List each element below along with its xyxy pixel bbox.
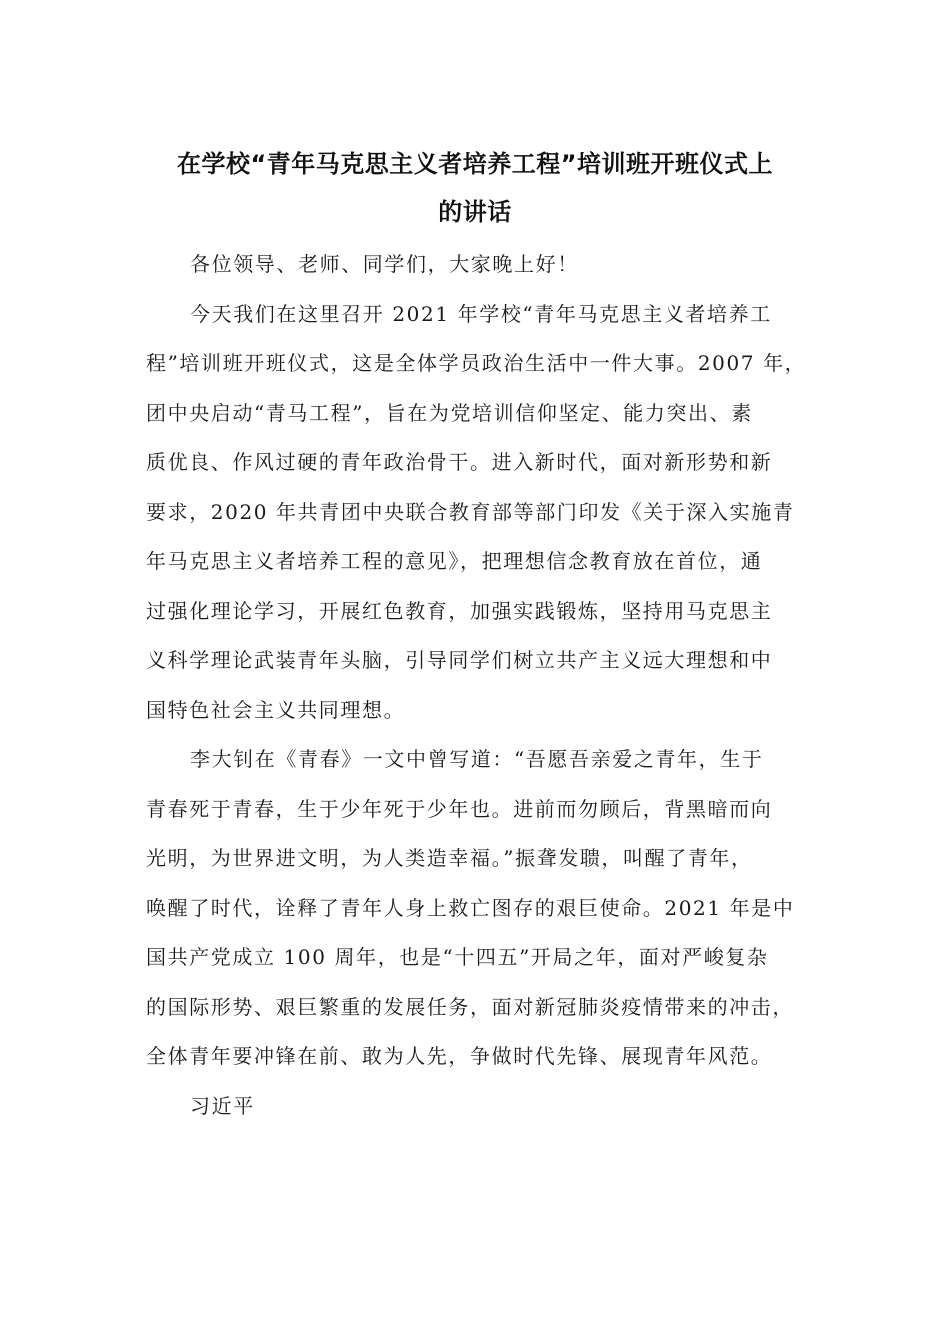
paragraph-1-line: 义科学理论武装青年头脑，引导同学们树立共产主义远大理想和中	[146, 648, 773, 672]
greeting: 各位领导、老师、同学们，大家晚上好！	[190, 252, 579, 276]
paragraph-1	[146, 290, 816, 736]
paragraph-2-line: 的国际形势、艰巨繁重的发展任务，面对新冠肺炎疫情带来的冲击，	[146, 994, 794, 1019]
paragraph-1-line: 年马克思主义者培养工程的意见》，把理想信念教育放在首位，通	[146, 549, 763, 573]
document-body	[146, 240, 816, 1131]
paragraph-1-line: 质优良、作风过硬的青年政治骨干。进入新时代，面对新形势和新	[146, 450, 773, 474]
paragraph-2-line: 光明，为世界进文明，为人类造幸福。”振聋发聩，叫醒了青年，	[146, 846, 753, 870]
paragraph-2-line: 青春死于青春，生于少年死于少年也。进前而勿顾后，背黑暗而向	[146, 796, 773, 821]
paragraph-1-line: 国特色社会主义共同理想。	[146, 697, 406, 722]
paragraph-1-line: 要求，2020 年共青团中央联合教育部等部门印发《关于深入实施青	[146, 499, 795, 524]
paragraph-2	[146, 735, 816, 1082]
paragraph-2-line: 唤醒了时代，诠释了青年人身上救亡图存的艰巨使命。2021 年是中	[146, 895, 795, 920]
document-title-line-1: 在学校“青年马克思主义者培养工程”培训班开班仪式上	[176, 150, 774, 178]
paragraph-1-line: 程”培训班开班仪式，这是全体学员政治生活中一件大事。2007 年，	[146, 351, 807, 375]
paragraph-2-line: 李大钊在《青春》一文中曾写道：“吾愿吾亲爱之青年，生于	[190, 747, 764, 771]
paragraph-1-line: 过强化理论学习，开展红色教育，加强实践锻炼，坚持用马克思主	[146, 598, 773, 623]
paragraph-1-line: 今天我们在这里召开 2021 年学校“青年马克思主义者培养工	[190, 301, 772, 326]
paragraph-1-line: 团中央启动“青马工程”，旨在为党培训信仰坚定、能力突出、素	[146, 400, 753, 425]
paragraph-2-line: 全体青年要冲锋在前、敢为人先，争做时代先锋、展现青年风范。	[146, 1044, 773, 1068]
closing-signature: 习近平	[190, 1093, 255, 1118]
document-title-line-2: 的讲话	[438, 198, 512, 226]
paragraph-2-line: 国共产党成立 100 周年，也是“十四五”开局之年，面对严峻复杂	[146, 945, 769, 969]
